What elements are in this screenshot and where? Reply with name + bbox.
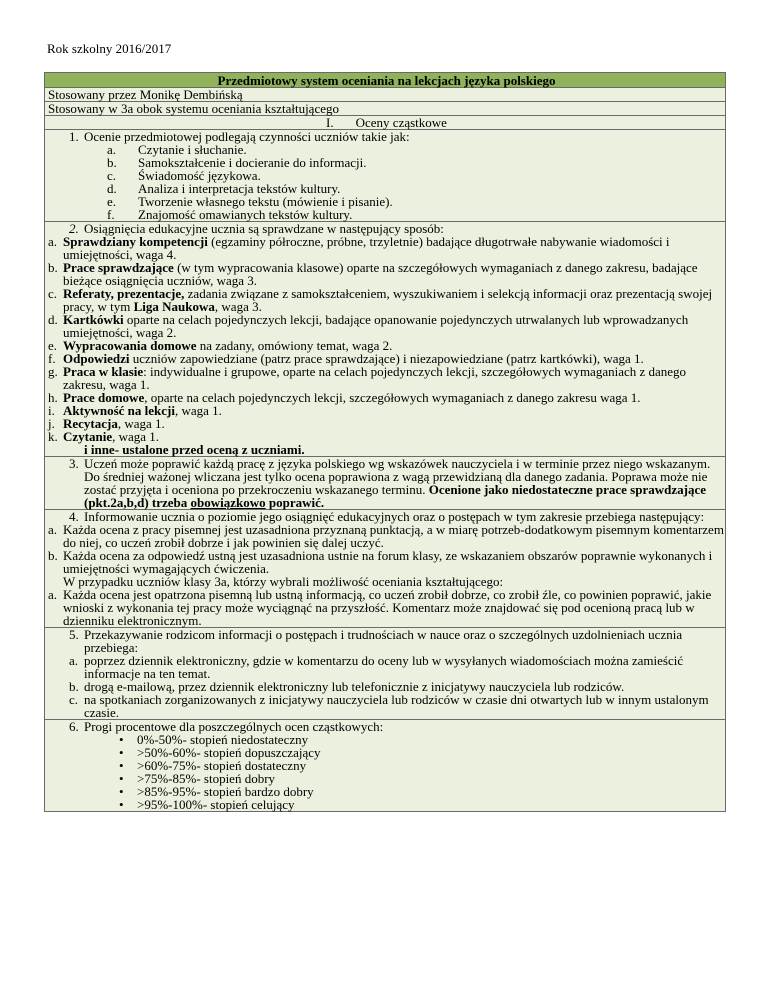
- item-term: Kartkówki: [63, 312, 124, 327]
- list-item: [63, 261, 725, 287]
- point-text: Ocenie przedmiotowej podlegają czynności uczniów takie jak:: [84, 129, 410, 144]
- point-text: [84, 457, 725, 509]
- item-desc: , oparte na celach pojedynczych lekcji, szczegółowych wymaganiach z danego zakresu waga 1.: [144, 390, 641, 405]
- item-term: Odpowiedzi: [63, 351, 130, 366]
- list-item: Analiza i interpretacja tekstów kultury.: [138, 181, 341, 196]
- item-term: Recytacja: [63, 416, 118, 431]
- threshold-item: • >60%-75%- stopień dostateczny: [48, 759, 725, 772]
- list-marker: i.: [48, 403, 55, 418]
- list-marker: j.: [48, 416, 55, 431]
- list-marker: d.: [107, 181, 117, 196]
- point-number: 2.: [69, 221, 79, 236]
- point-3: [45, 457, 725, 510]
- list-marker: a.: [48, 522, 58, 537]
- section-number: I.: [326, 115, 334, 130]
- point-text: Przekazywanie rodzicom informacji o postępach i trudnościach w nauce oraz o szczególnych uzdolnieniach ucznia przebiega:: [84, 627, 683, 655]
- item-desc: zadania związane z samokształceniem, wyszukiwaniem i selekcją informacji oraz prezentacją swojej pracy, w tym: [63, 286, 713, 314]
- list-marker: b.: [48, 548, 58, 563]
- correction-mandatory: obowiązkowo: [190, 495, 266, 510]
- item-term: Praca w klasie: [63, 364, 144, 379]
- applied-by: Stosowany przez Monikę Dembińską: [45, 88, 725, 102]
- list-item: [63, 235, 725, 261]
- point-4: [45, 510, 725, 628]
- school-year: Rok szkolny 2016/2017: [47, 41, 172, 56]
- list-marker: g.: [48, 364, 58, 379]
- point-number: 6.: [69, 719, 79, 734]
- correction-requirement: Ocenione jako niedostateczne prace sprawdzające (pkt.2a,b,d) trzeba: [84, 482, 706, 510]
- list-item: Czytanie i słuchanie.: [138, 142, 247, 157]
- point-text: Osiągnięcia edukacyjne ucznia są sprawdzane w następujący sposób:: [84, 221, 444, 236]
- item-desc: (egzaminy półroczne, próbne, trzyletnie) badające długotrwałe nabywanie wiadomości i umiejętności, waga 4.: [63, 234, 670, 262]
- item-desc: na zadany, omówiony temat, waga 2.: [196, 338, 393, 353]
- list-marker: d.: [48, 312, 58, 327]
- list-marker: f.: [107, 207, 115, 222]
- threshold-item: • >50%-60%- stopień dopuszczający: [48, 746, 725, 759]
- item-desc: , waga 1.: [174, 403, 222, 418]
- list-item: Samokształcenie i docieranie do informacji.: [138, 155, 367, 170]
- item-desc: uczniów zapowiedziane (patrz prace sprawdzające) i niezapowiedziane (patrz kartkówki), waga 1.: [129, 351, 644, 366]
- others-note: i inne- ustalone przed oceną z uczniami.: [84, 442, 305, 457]
- list-item: [63, 313, 725, 339]
- point-5: [45, 628, 725, 720]
- correction-text: Uczeń może poprawić każdą pracę z języka polskiego wg wskazówek nauczyciela i w terminie przez niego wskazanym. Do średniej ważonej wliczana jest tylko ocena poprawiona z wagą przewidzianą dla danego zadania. Poprawa może nie zostać przyjęta i oceniona po przekroczeniu wskazanego terminu.: [84, 456, 711, 497]
- item-term: Aktywność na lekcji: [63, 403, 175, 418]
- correction-end: poprawić.: [265, 495, 325, 510]
- section-heading: [45, 116, 725, 130]
- list-marker: a.: [69, 653, 79, 668]
- list-marker: c.: [69, 692, 79, 707]
- item-term: Sprawdziany kompetencji: [63, 234, 208, 249]
- list-marker: e.: [48, 338, 58, 353]
- item-desc: , waga 1.: [112, 429, 160, 444]
- item-term-2: Liga Naukowa: [133, 299, 215, 314]
- item-desc: (w tym wypracowania klasowe) oparte na szczegółowych wymaganiach z danego zakresu, badające bieżące osiągnięcia uczniów, waga 3.: [63, 260, 698, 288]
- threshold-item: • 0%-50%- stopień niedostateczny: [48, 733, 725, 746]
- item-term: Prace domowe: [63, 390, 145, 405]
- threshold-item: • >95%-100%- stopień celujący: [48, 798, 725, 811]
- point-number: 4.: [69, 509, 79, 524]
- list-item: poprzez dziennik elektroniczny, gdzie w komentarzu do oceny lub w wysyłanych wiadomościach można zamieścić informacje na ten temat.: [84, 653, 684, 681]
- list-marker: k.: [48, 429, 58, 444]
- point-6: [45, 720, 725, 811]
- list-item: Każda ocena z pracy pisemnej jest uzasadniona przyznaną punktacją, a w miarę potrzeb-dodatkowym pisemnym komentarzem do niej, co uczeń zrobił dobrze i jak powinien się dalej uczyć.: [63, 522, 724, 550]
- point-text: Progi procentowe dla poszczególnych ocen cząstkowych:: [84, 719, 384, 734]
- item-desc: oparte na celach pojedynczych lekcji, badające opanowanie pojedynczych utrwalanych lub wprowadzanych umiejętności, waga 2.: [63, 312, 689, 340]
- list-marker: a.: [107, 142, 117, 157]
- list-marker: a.: [48, 587, 58, 602]
- list-marker: c.: [48, 286, 58, 301]
- list-marker: e.: [107, 194, 117, 209]
- item-term: Czytanie: [63, 429, 113, 444]
- list-item: drogą e-mailową, przez dziennik elektroniczny lub telefonicznie z inicjatywy nauczyciela lub rodziców.: [84, 679, 625, 694]
- list-marker: a.: [48, 234, 58, 249]
- grading-system-table: [44, 72, 726, 812]
- section-title: Oceny cząstkowe: [355, 115, 447, 130]
- point-number: 3.: [69, 456, 79, 471]
- item-desc: , waga 1.: [117, 416, 165, 431]
- list-marker: c.: [107, 168, 117, 183]
- list-item: Świadomość językowa.: [138, 168, 261, 183]
- threshold-item: • >75%-85%- stopień dobry: [48, 772, 725, 785]
- list-marker: b.: [107, 155, 117, 170]
- formative-note: W przypadku uczniów klasy 3a, którzy wybrali możliwość oceniania kształtującego:: [63, 574, 504, 589]
- list-item: na spotkaniach zorganizowanych z inicjatywy nauczyciela lub rodziców w czasie dni otwartych lub w innym ustalonym czasie.: [84, 692, 709, 720]
- item-desc-2: , waga 3.: [214, 299, 262, 314]
- list-item: [63, 417, 725, 430]
- list-marker: h.: [48, 390, 58, 405]
- document-title: Przedmiotowy system oceniania na lekcjach języka polskiego: [45, 73, 725, 88]
- item-term: Referaty, prezentacje,: [63, 286, 185, 301]
- list-marker: b.: [69, 679, 79, 694]
- list-item: Każda ocena za odpowiedź ustną jest uzasadniona ustnie na forum klasy, ze wskazaniem obszarów poprawnie wykonanych i umiejętności wymagających ćwiczenia.: [63, 548, 713, 576]
- point-number: 5.: [69, 627, 79, 642]
- point-text: Informowanie ucznia o poziomie jego osiągnięć edukacyjnych oraz o postępach w tym zakresie przebiega następujący:: [84, 509, 705, 524]
- list-item: Każda ocena jest opatrzona pisemną lub ustną informacją, co uczeń zrobił dobrze, co zrobił źle, co powinien poprawić, jakie wnioski z wykonania tej pracy może wyciągnąć na przyszłość. Komentarz może znajdować się pod ocenioną pracą lub w dzienniku elektronicznym.: [63, 587, 712, 628]
- item-term: Prace sprawdzające: [63, 260, 174, 275]
- applied-in: Stosowany w 3a obok systemu oceniania kształtującego: [45, 102, 725, 116]
- list-item: Tworzenie własnego tekstu (mówienie i pisanie).: [138, 194, 393, 209]
- item-term: Wypracowania domowe: [63, 338, 197, 353]
- item-desc: : indywidualne i grupowe, oparte na celach pojedynczych lekcji, szczegółowych wymaganiach z danego zakresu, waga 1.: [63, 364, 687, 392]
- list-item: [63, 365, 725, 391]
- list-marker: f.: [48, 351, 56, 366]
- list-item: Znajomość omawianych tekstów kultury.: [138, 207, 353, 222]
- point-1: [45, 130, 725, 222]
- threshold-item: • >85%-95%- stopień bardzo dobry: [48, 785, 725, 798]
- point-2: [45, 222, 725, 457]
- point-number: 1.: [69, 129, 79, 144]
- list-item: [63, 287, 725, 313]
- list-marker: b.: [48, 260, 58, 275]
